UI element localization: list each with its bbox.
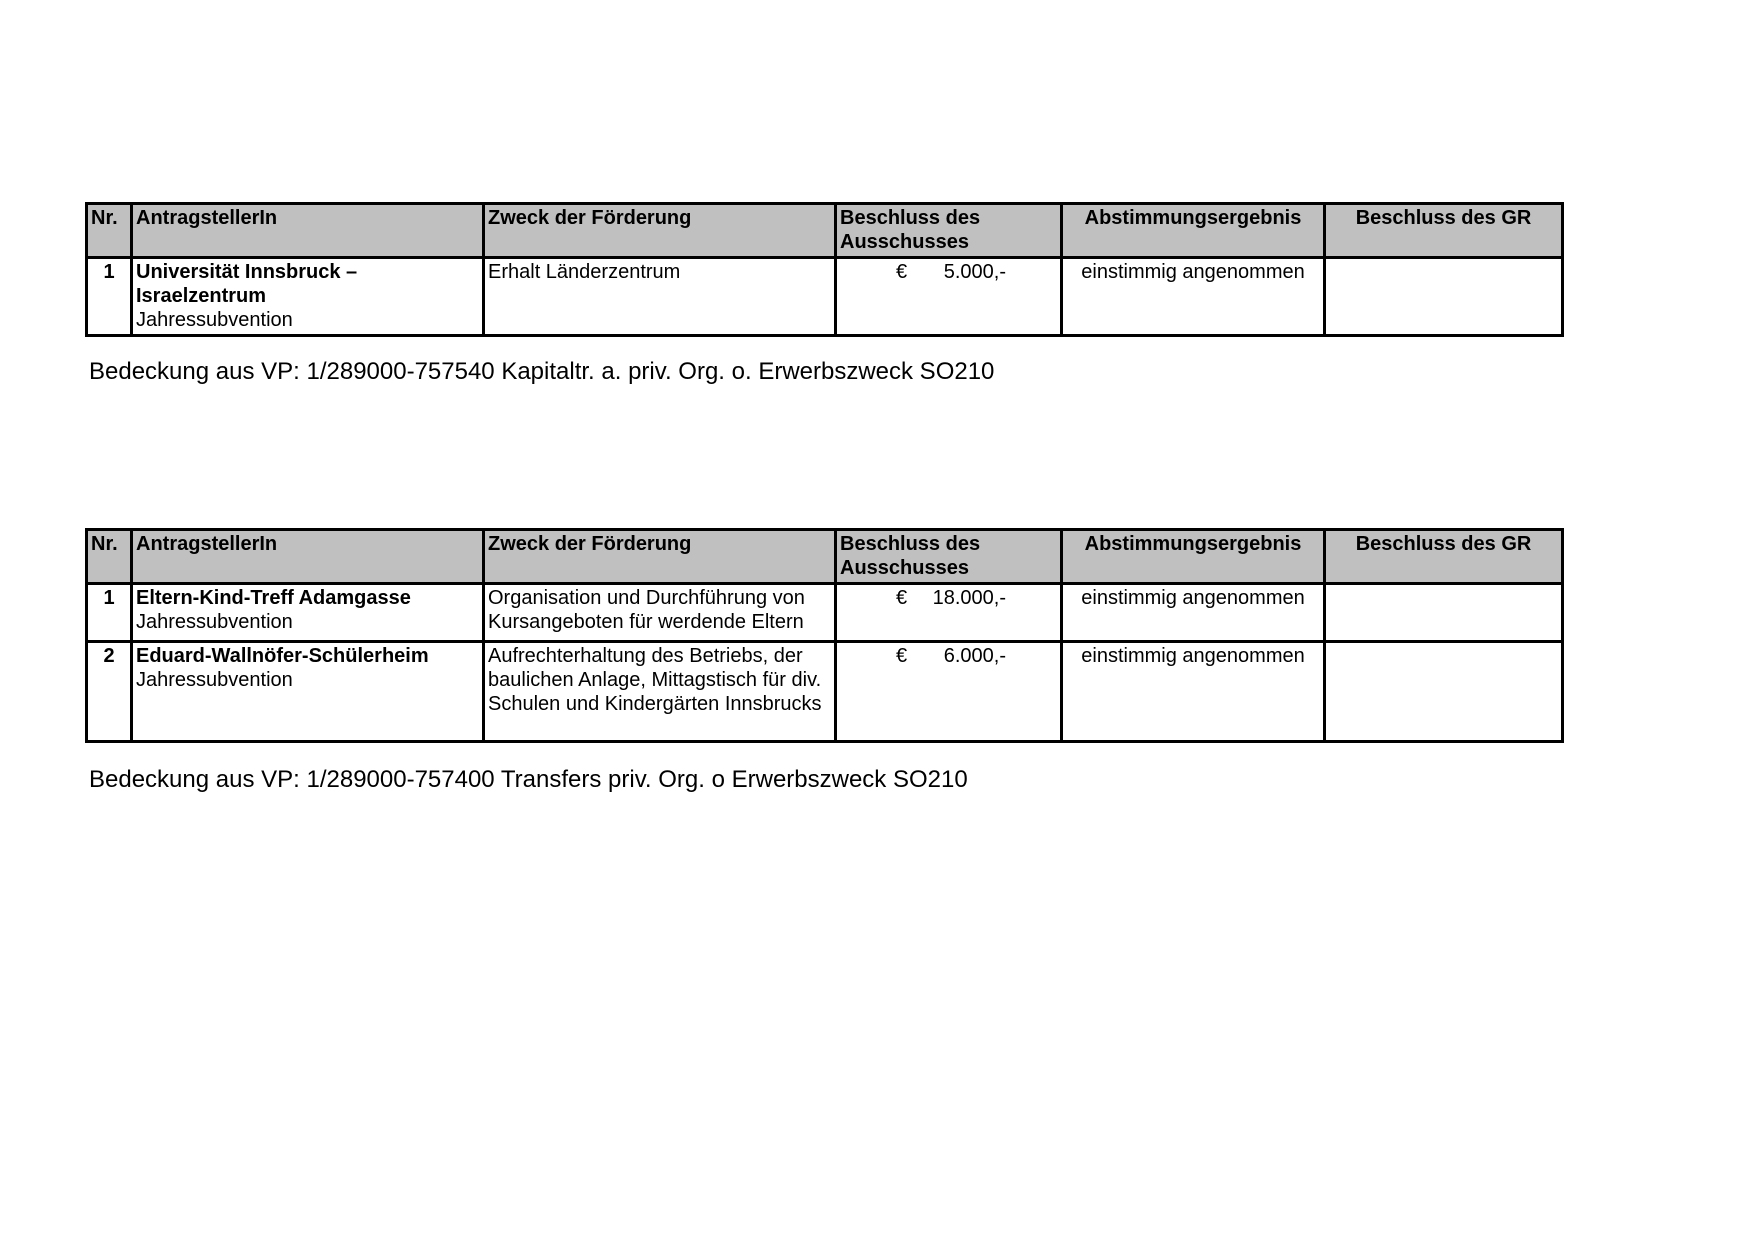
- row-vote: einstimmig angenommen: [1062, 642, 1325, 742]
- row-amount: 5.000,-: [943, 261, 1006, 283]
- grant-table-1: [85, 202, 1564, 337]
- row-applicant-cell: [132, 258, 484, 336]
- header-vote: Abstimmungsergebnis: [1062, 530, 1325, 584]
- row-currency: €: [896, 645, 908, 667]
- coverage-note-2: Bedeckung aus VP: 1/289000-757400 Transfers priv. Org. o Erwerbszweck SO210: [89, 766, 968, 793]
- header-applicant: AntragstellerIn: [132, 530, 484, 584]
- header-committee: Beschluss des Ausschusses: [836, 530, 1062, 584]
- row-purpose: Erhalt Länderzentrum: [484, 258, 836, 336]
- row-currency: €: [896, 261, 908, 283]
- row-type: Jahressubvention: [136, 309, 293, 331]
- row-council: [1325, 584, 1563, 642]
- row-nr: 1: [87, 584, 132, 642]
- row-currency: €: [896, 587, 908, 609]
- row-nr: 2: [87, 642, 132, 742]
- row-council: [1325, 258, 1563, 336]
- row-type: Jahressubvention: [136, 611, 293, 633]
- row-amount-cell: [836, 258, 1062, 336]
- row-applicant-cell: [132, 584, 484, 642]
- table-header-row: [87, 204, 1563, 258]
- header-council: Beschluss des GR: [1325, 530, 1563, 584]
- header-nr: Nr.: [87, 204, 132, 258]
- table-row: [87, 258, 1563, 336]
- row-amount-cell: [836, 642, 1062, 742]
- header-purpose: Zweck der Förderung: [484, 204, 836, 258]
- row-applicant: Universität Innsbruck – Israelzentrum: [136, 261, 358, 307]
- coverage-note-1: Bedeckung aus VP: 1/289000-757540 Kapitaltr. a. priv. Org. o. Erwerbszweck SO210: [89, 358, 995, 385]
- header-vote: Abstimmungsergebnis: [1062, 204, 1325, 258]
- header-applicant: AntragstellerIn: [132, 204, 484, 258]
- header-council: Beschluss des GR: [1325, 204, 1563, 258]
- header-purpose: Zweck der Förderung: [484, 530, 836, 584]
- table-row: [87, 584, 1563, 642]
- row-purpose: Aufrechterhaltung des Betriebs, der baulichen Anlage, Mittagstisch für div. Schulen und Kindergärten Innsbrucks: [484, 642, 836, 742]
- row-vote: einstimmig angenommen: [1062, 584, 1325, 642]
- header-committee: Beschluss des Ausschusses: [836, 204, 1062, 258]
- row-type: Jahressubvention: [136, 669, 293, 691]
- row-council: [1325, 642, 1563, 742]
- grant-table-2: [85, 528, 1564, 743]
- row-applicant-cell: [132, 642, 484, 742]
- row-nr: 1: [87, 258, 132, 336]
- row-amount: 18.000,-: [932, 587, 1006, 609]
- table-header-row: [87, 530, 1563, 584]
- row-amount: 6.000,-: [943, 645, 1006, 667]
- row-vote: einstimmig angenommen: [1062, 258, 1325, 336]
- table-row: [87, 642, 1563, 742]
- row-applicant: Eltern-Kind-Treff Adamgasse: [136, 587, 411, 609]
- header-nr: Nr.: [87, 530, 132, 584]
- row-applicant: Eduard-Wallnöfer-Schülerheim: [136, 645, 429, 667]
- row-amount-cell: [836, 584, 1062, 642]
- row-purpose: Organisation und Durchführung von Kursangeboten für werdende Eltern: [484, 584, 836, 642]
